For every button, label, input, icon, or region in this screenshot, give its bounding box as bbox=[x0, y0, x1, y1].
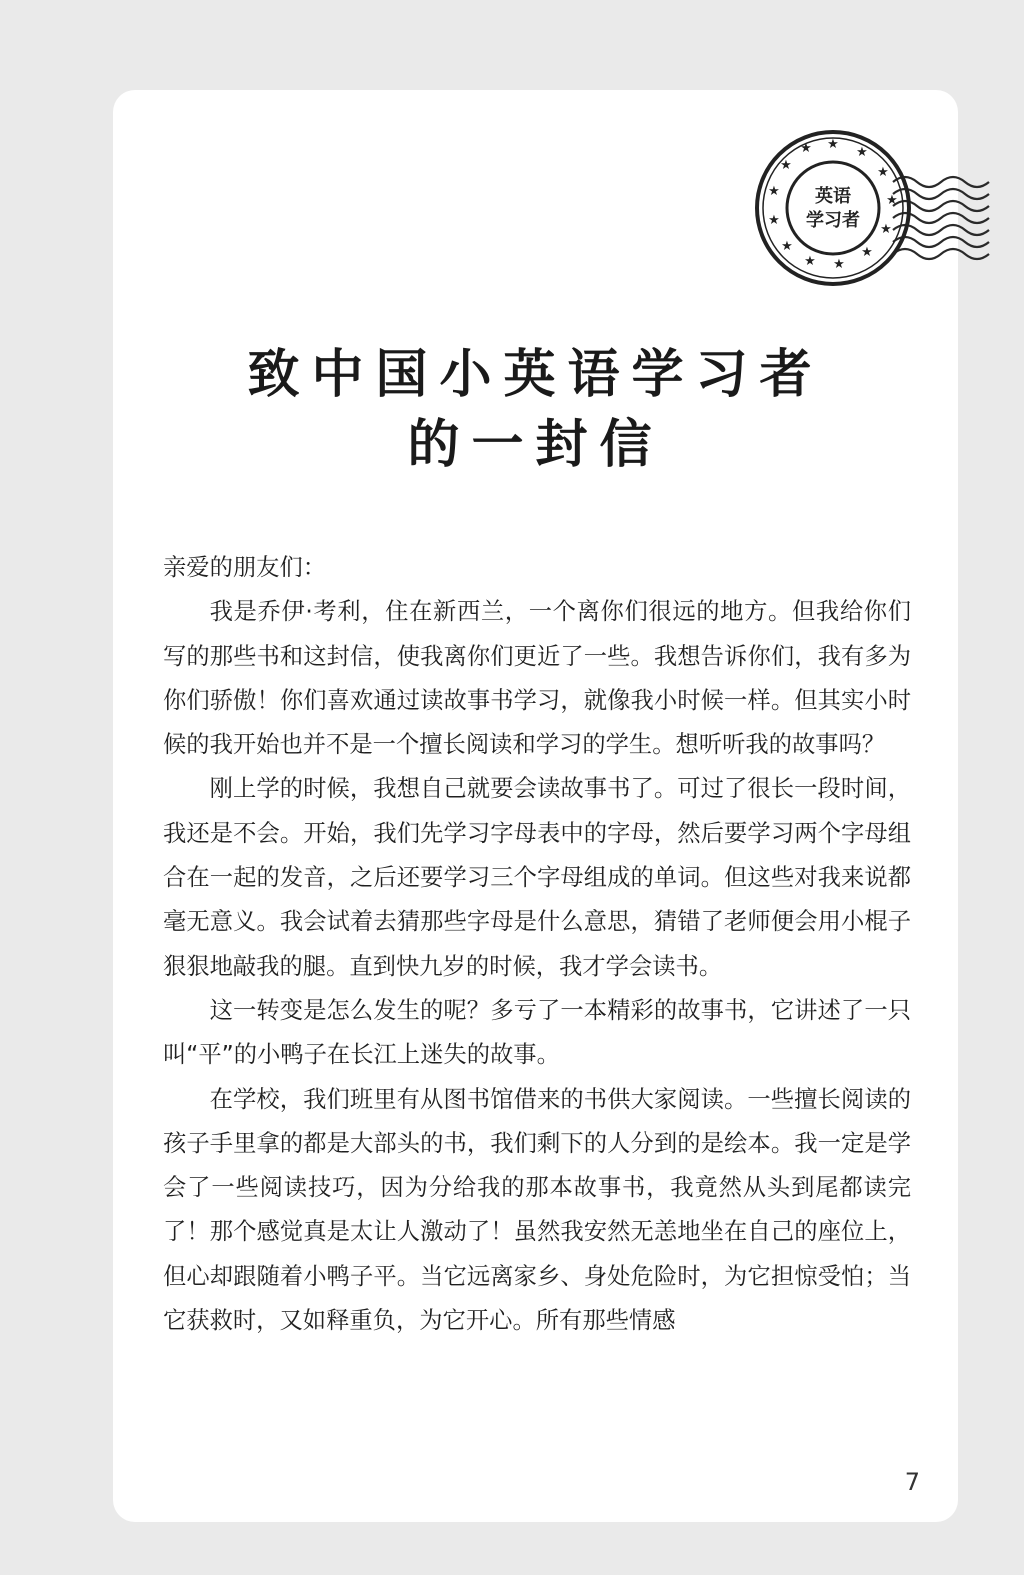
svg-text:★: ★ bbox=[861, 245, 873, 260]
title-line-2: 的一封信 bbox=[407, 414, 664, 475]
page-card bbox=[113, 90, 958, 1522]
title-line-1: 致中国小英语学习者 bbox=[247, 344, 824, 405]
svg-text:★: ★ bbox=[886, 193, 898, 208]
svg-text:★: ★ bbox=[768, 184, 780, 199]
page-number: 7 bbox=[904, 1468, 920, 1496]
svg-text:★: ★ bbox=[880, 222, 892, 237]
stamp-text-line2: 学习者 bbox=[806, 210, 860, 231]
letter-paragraph: 刚上学的时候，我想自己就要会读故事书了。可过了很长一段时间，我还是不会。开始，我们先学习字母表中的字母，然后要学习两个字母组合在一起的发音，之后还要学习三个字母组成的单词。但这些对我来说都毫无意义。我会试着去猜那些字母是什么意思，猜错了老师便会用小棍子狠狠地敲我的腿。直到快九岁的时候，我才学会读书。 bbox=[163, 775, 911, 980]
svg-text:★: ★ bbox=[780, 158, 792, 173]
letter-body bbox=[163, 546, 911, 1343]
svg-text:★: ★ bbox=[856, 145, 868, 160]
svg-text:★: ★ bbox=[768, 213, 780, 228]
letter-paragraph: 在学校，我们班里有从图书馆借来的书供大家阅读。一些擅长阅读的孩子手里拿的都是大部头的书，我们剩下的人分到的是绘本。我一定是学会了一些阅读技巧，因为分给我的那本故事书，我竟然从头到尾都读完了！那个感觉真是太让人激动了！虽然我安然无恙地坐在自己的座位上，但心却跟随着小鸭子平。当它远离家乡、身处危险时，为它担惊受怕；当它获救时，又如释重负，为它开心。所有那些情感 bbox=[163, 1085, 911, 1335]
letter-paragraph: 我是乔伊·考利，住在新西兰，一个离你们很远的地方。但我给你们写的那些书和这封信，使我离你们更近了一些。我想告诉你们，我有多为你们骄傲！你们喜欢通过读故事书学习，就像我小时候一样。但其实小时候的我开始也并不是一个擅长阅读和学习的学生。想听听我的故事吗？ bbox=[163, 598, 911, 759]
svg-text:★: ★ bbox=[781, 239, 793, 254]
stamp-text-line1: 英语 bbox=[815, 186, 851, 207]
page-title bbox=[113, 340, 958, 480]
svg-text:★: ★ bbox=[833, 257, 845, 272]
svg-text:★: ★ bbox=[800, 141, 812, 156]
postmark-stamp bbox=[753, 120, 993, 295]
svg-text:★: ★ bbox=[804, 254, 816, 269]
letter-paragraph: 这一转变是怎么发生的呢？多亏了一本精彩的故事书，它讲述了一只叫“平”的小鸭子在长江上迷失的故事。 bbox=[163, 996, 911, 1069]
svg-text:★: ★ bbox=[827, 137, 839, 152]
svg-text:★: ★ bbox=[877, 165, 889, 180]
letter-salutation: 亲爱的朋友们： bbox=[163, 554, 327, 581]
